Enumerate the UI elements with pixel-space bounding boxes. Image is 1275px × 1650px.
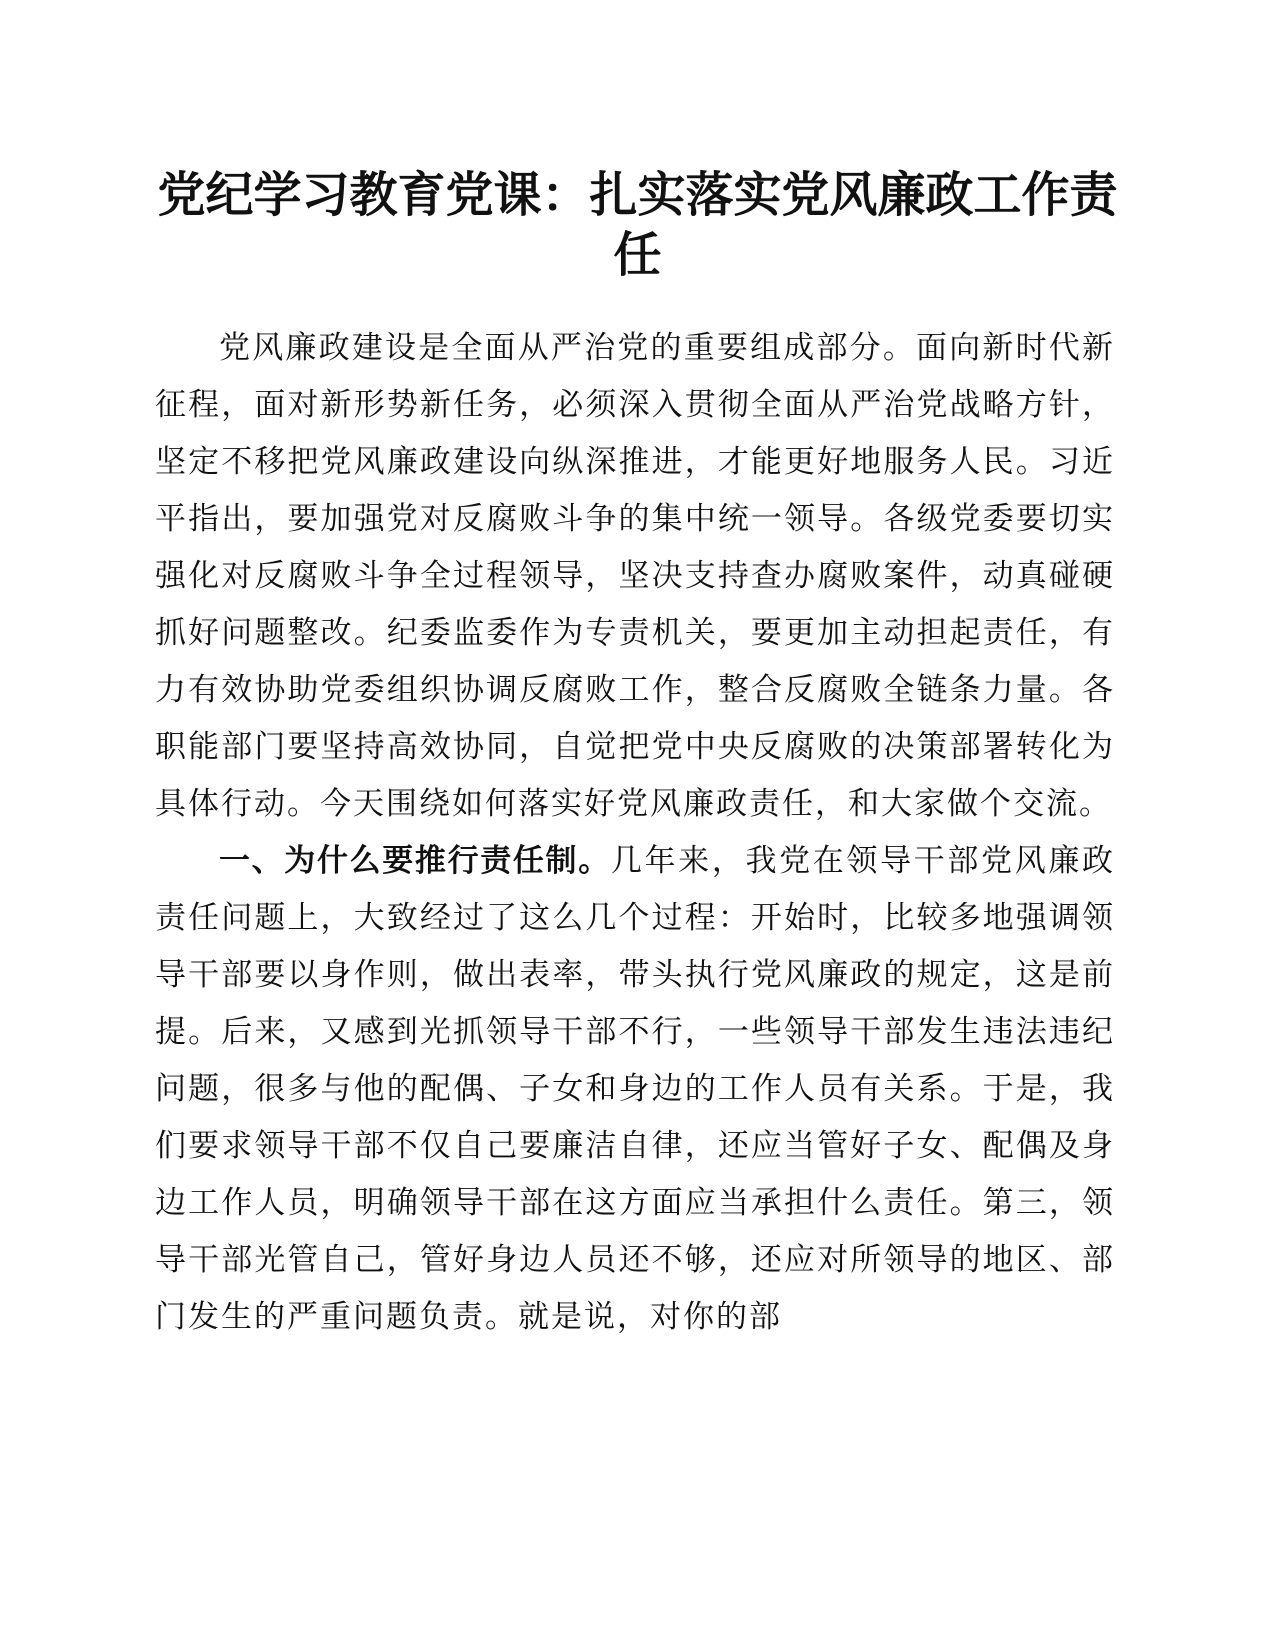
section-heading: 一、为什么要推行责任制。 [219, 843, 611, 879]
document-body [155, 320, 1115, 1346]
paragraph-section-1 [155, 833, 1115, 1346]
paragraph-text: 几年来，我党在领导干部党风廉政责任问题上，大致经过了这么几个过程：开始时，比较多地强调领导干部要以身作则，做出表率，带头执行党风廉政的规定，这是前提。后来，又感到光抓领导干部不行，一些领导干部发生违法违纪问题，很多与他的配偶、子女和身边的工作人员有关系。于是，我们要求领导干部不仅自己要廉洁自律，还应当管好子女、配偶及身边工作人员，明确领导干部在这方面应当承担什么责任。第三，领导干部光管自己，管好身边人员还不够，还应对所领导的地区、部门发生的严重问题负责。就是说，对你的部 [155, 843, 1116, 1335]
paragraph-text: 党风廉政建设是全面从严治党的重要组成部分。面向新时代新征程，面对新形势新任务，必须深入贯彻全面从严治党战略方针，坚定不移把党风廉政建设向纵深推进，才能更好地服务人民。习近平指出，要加强党对反腐败斗争的集中统一领导。各级党委要切实强化对反腐败斗争全过程领导，坚决支持查办腐败案件，动真碰硬抓好问题整改。纪委监委作为专责机关，要更加主动担起责任，有力有效协助党委组织协调反腐败工作，整合反腐败全链条力量。各职能部门要坚持高效协同，自觉把党中央反腐败的决策部署转化为具体行动。今天围绕如何落实好党风廉政责任，和大家做个交流。 [155, 330, 1115, 822]
paragraph-intro [155, 320, 1115, 833]
document-title: 党纪学习教育党课：扎实落实党风廉政工作责任 [157, 167, 1118, 283]
